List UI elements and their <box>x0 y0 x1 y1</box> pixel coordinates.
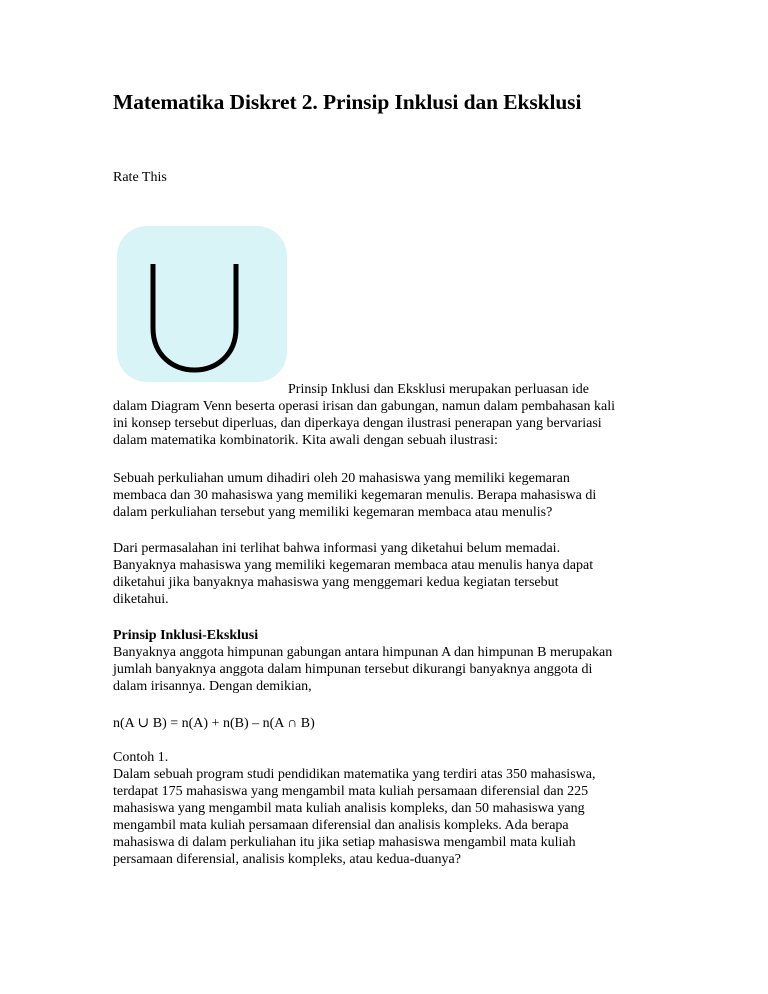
intro-line: Prinsip Inklusi dan Eksklusi merupakan perluasan ide <box>288 382 589 397</box>
union-symbol-icon <box>117 226 287 382</box>
example-line: Dalam sebuah program studi pendidikan matematika yang terdiri atas 350 mahasiswa, <box>113 767 596 782</box>
problem-line: diketahui jika banyaknya mahasiswa yang menggemari kedua kegiatan tersebut <box>113 575 559 590</box>
intro-line: dalam matematika kombinatorik. Kita awali dengan sebuah ilustrasi: <box>113 433 498 448</box>
example-line: terdapat 175 mahasiswa yang mengambil mata kuliah persamaan diferensial dan 225 <box>113 784 589 799</box>
problem-line: diketahui. <box>113 592 169 607</box>
problem-line: Banyaknya mahasiswa yang memiliki kegemaran membaca atau menulis hanya dapat <box>113 558 594 573</box>
problem-line: Dari permasalahan ini terlihat bahwa informasi yang diketahui belum memadai. <box>113 541 561 556</box>
illustration-line: Sebuah perkuliahan umum dihadiri oleh 20 mahasiswa yang memiliki kegemaran <box>113 471 570 486</box>
formula-block <box>113 715 673 732</box>
example-heading: Contoh 1. <box>113 750 169 765</box>
illustration-line: dalam perkuliahan tersebut yang memiliki kegemaran membaca atau menulis? <box>113 505 553 520</box>
intro-line: dalam Diagram Venn beserta operasi irisan dan gabungan, namun dalam pembahasan kali <box>113 399 616 414</box>
principle-line: dalam irisannya. Dengan demikian, <box>113 679 312 694</box>
rate-this-link[interactable]: Rate This <box>113 170 167 185</box>
principle-heading: Prinsip Inklusi-Eksklusi <box>113 628 259 643</box>
principle-line: Banyaknya anggota himpunan gabungan antara himpunan A dan himpunan B merupakan <box>113 645 613 660</box>
page-title: Matematika Diskret 2. Prinsip Inklusi dan Eksklusi <box>113 90 582 114</box>
problem-paragraph <box>113 540 673 608</box>
intro-paragraph <box>113 381 673 449</box>
intro-line: ini konsep tersebut diperluas, dan diperkaya dengan ilustrasi penerapan yang bervariasi <box>113 416 602 431</box>
union-image-background <box>117 226 287 382</box>
principle-section <box>113 627 673 695</box>
example-line: mahasiswa di dalam perkuliahan itu jika setiap mahasiswa mengambil mata kuliah <box>113 835 576 850</box>
example-section <box>113 749 673 868</box>
formula: n(A ∪ B) = n(A) + n(B) – n(A ∩ B) <box>113 716 315 731</box>
example-line: mengambil mata kuliah persamaan diferensial dan analisis kompleks. Ada berapa <box>113 818 569 833</box>
illustration-line: membaca dan 30 mahasiswa yang memiliki kegemaran menulis. Berapa mahasiswa di <box>113 488 597 503</box>
principle-line: jumlah banyaknya anggota dalam himpunan tersebut dikurangi banyaknya anggota di <box>113 662 593 677</box>
example-line: persamaan diferensial, analisis kompleks, atau kedua-duanya? <box>113 852 461 867</box>
illustration-paragraph <box>113 470 673 521</box>
example-line: mahasiswa yang mengambil mata kuliah analisis kompleks, dan 50 mahasiswa yang <box>113 801 585 816</box>
